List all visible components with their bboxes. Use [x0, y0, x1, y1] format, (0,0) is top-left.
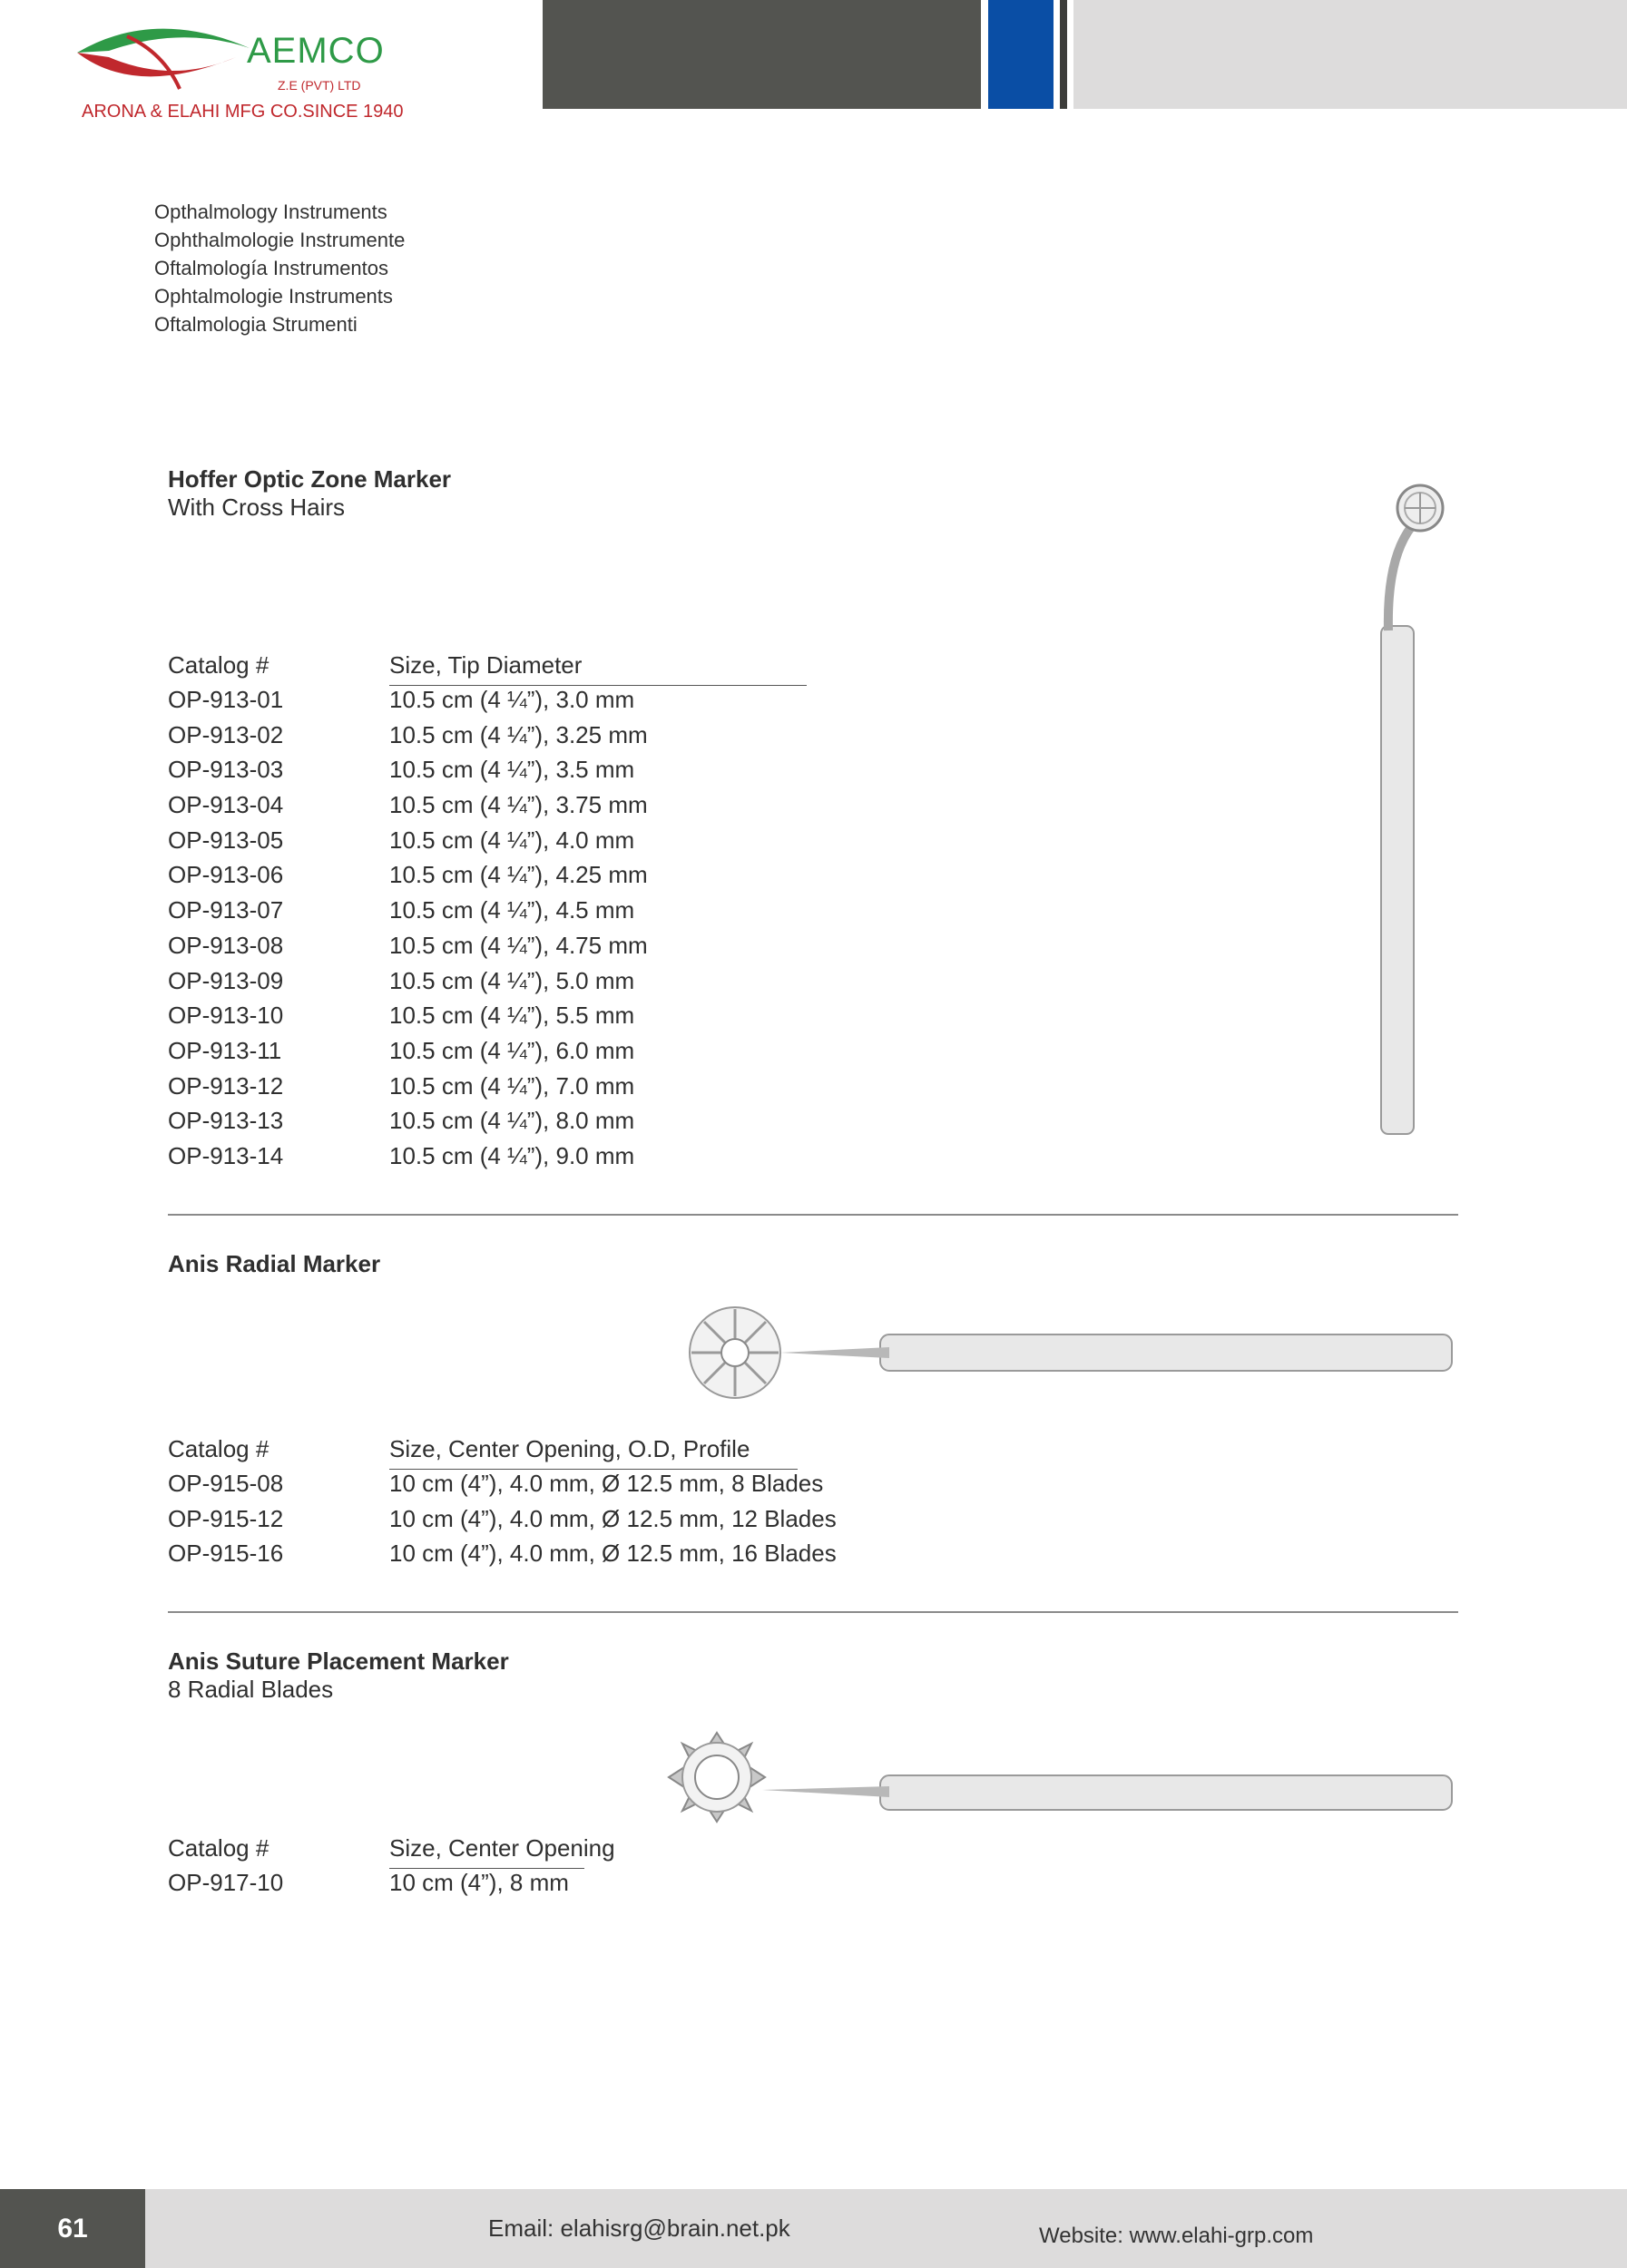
- catalog-number: OP-913-12: [168, 1071, 284, 1100]
- table-row: [168, 1072, 676, 1108]
- table-row: [168, 826, 676, 862]
- footer-website: Website: www.elahi-grp.com: [1039, 2224, 1314, 2248]
- leaf-logo-icon: [73, 16, 254, 98]
- optic-zone-marker-illustration: [1361, 481, 1461, 1143]
- catalog-number: OP-917-10: [168, 1869, 284, 1896]
- section-divider: [168, 1214, 1458, 1216]
- size-spec: 10.5 cm (4 ¼”), 4.75 mm: [389, 931, 648, 959]
- radial-marker-illustration: [681, 1302, 1456, 1411]
- catalog-number: OP-913-14: [168, 1141, 284, 1169]
- size-spec: 10.5 cm (4 ¼”), 5.5 mm: [389, 1002, 635, 1030]
- size-spec: 10.5 cm (4 ¼”), 9.0 mm: [389, 1141, 635, 1169]
- suture-marker-illustration: [667, 1728, 1456, 1828]
- col-size: Size, Center Opening: [389, 1834, 615, 1862]
- table-row: [168, 791, 676, 826]
- size-spec: 10.5 cm (4 ¼”), 5.0 mm: [389, 966, 635, 994]
- header-bar-light: [1073, 0, 1627, 109]
- catalog-number: OP-913-03: [168, 756, 284, 784]
- product-1-heading: [168, 465, 451, 522]
- table-row: [168, 1470, 824, 1505]
- table-row: [168, 1504, 837, 1540]
- product-2-heading: [168, 1250, 380, 1278]
- size-spec: 10 cm (4”), 4.0 mm, Ø 12.5 mm, 8 Blades: [389, 1470, 824, 1497]
- catalog-number: OP-913-11: [168, 1036, 282, 1064]
- size-spec: 10.5 cm (4 ¼”), 4.0 mm: [389, 826, 635, 854]
- col-size: Size, Center Opening, O.D, Profile: [389, 1435, 750, 1462]
- product-title: Anis Suture Placement Marker: [168, 1647, 509, 1675]
- catalog-number: OP-913-01: [168, 686, 284, 713]
- catalog-number: OP-915-12: [168, 1504, 284, 1532]
- col-catalog: Catalog #: [168, 1435, 270, 1462]
- category-it: Oftalmologia Strumenti: [154, 313, 358, 336]
- table-row: [168, 756, 676, 791]
- category-fr: Ophtalmologie Instruments: [154, 285, 393, 308]
- size-spec: 10.5 cm (4 ¼”), 7.0 mm: [389, 1071, 635, 1100]
- table-row: [168, 1037, 676, 1072]
- table-row: [168, 686, 676, 721]
- brand-subtitle: Z.E (PVT) LTD: [278, 78, 361, 93]
- table-row: [168, 967, 676, 1002]
- catalog-number: OP-913-08: [168, 931, 284, 959]
- table-row: [168, 721, 676, 757]
- size-spec: 10 cm (4”), 4.0 mm, Ø 12.5 mm, 12 Blades: [389, 1504, 837, 1532]
- product-title: Anis Radial Marker: [168, 1250, 381, 1277]
- header-bar-blue: [988, 0, 1054, 109]
- table-header: [168, 1435, 821, 1470]
- company-logo: [73, 16, 404, 125]
- size-spec: 10.5 cm (4 ¼”), 8.0 mm: [389, 1107, 635, 1135]
- product-3-table: [168, 1834, 676, 1904]
- table-header: [168, 651, 676, 686]
- catalog-number: OP-915-08: [168, 1470, 284, 1497]
- section-divider: [168, 1611, 1458, 1613]
- catalog-number: OP-913-06: [168, 861, 284, 889]
- catalog-number: OP-913-05: [168, 826, 284, 854]
- table-row: [168, 861, 676, 896]
- brand-tagline: ARONA & ELAHI MFG CO.SINCE 1940: [82, 102, 404, 122]
- product-title: Hoffer Optic Zone Marker: [168, 465, 452, 493]
- product-subtitle: With Cross Hairs: [168, 494, 346, 521]
- product-subtitle: 8 Radial Blades: [168, 1676, 334, 1703]
- size-spec: 10.5 cm (4 ¼”), 6.0 mm: [389, 1036, 635, 1064]
- brand-name: AEMCO: [247, 31, 385, 71]
- catalog-number: OP-913-09: [168, 966, 284, 994]
- category-en: Opthalmology Instruments: [154, 200, 387, 223]
- size-spec: 10.5 cm (4 ¼”), 3.75 mm: [389, 791, 648, 819]
- table-header: [168, 1834, 676, 1869]
- product-1-table: [168, 651, 676, 1178]
- size-spec: 10.5 cm (4 ¼”), 4.25 mm: [389, 861, 648, 889]
- col-catalog: Catalog #: [168, 1834, 270, 1862]
- table-row: [168, 896, 676, 932]
- size-spec: 10.5 cm (4 ¼”), 3.5 mm: [389, 756, 635, 784]
- catalog-number: OP-913-02: [168, 720, 284, 748]
- col-catalog: Catalog #: [168, 651, 270, 679]
- product-2-table: [168, 1435, 837, 1575]
- size-spec: 10.5 cm (4 ¼”), 3.25 mm: [389, 720, 648, 748]
- table-row: [168, 1540, 837, 1575]
- catalog-number: OP-913-04: [168, 791, 284, 819]
- product-3-heading: [168, 1647, 509, 1704]
- catalog-number: OP-913-10: [168, 1002, 284, 1030]
- footer-bar: [145, 2189, 1627, 2268]
- table-row: [168, 1869, 676, 1904]
- footer-email: Email: elahisrg@brain.net.pk: [488, 2214, 790, 2242]
- category-de: Ophthalmologie Instrumente: [154, 229, 406, 251]
- header-bar-dark: [543, 0, 981, 109]
- size-spec: 10.5 cm (4 ¼”), 3.0 mm: [389, 686, 635, 713]
- size-spec: 10 cm (4”), 4.0 mm, Ø 12.5 mm, 16 Blades: [389, 1540, 837, 1568]
- catalog-number: OP-915-16: [168, 1540, 284, 1568]
- catalog-number: OP-913-07: [168, 896, 284, 924]
- category-es: Oftalmología Instrumentos: [154, 257, 389, 279]
- header-bar-slim: [1060, 0, 1067, 109]
- catalog-number: OP-913-13: [168, 1107, 284, 1135]
- col-size: Size, Tip Diameter: [389, 651, 583, 679]
- size-spec: 10 cm (4”), 8 mm: [389, 1869, 569, 1896]
- size-spec: 10.5 cm (4 ¼”), 4.5 mm: [389, 896, 635, 924]
- category-list: [154, 198, 405, 338]
- table-row: [168, 1142, 676, 1178]
- table-row: [168, 1002, 676, 1037]
- table-row: [168, 1107, 676, 1142]
- table-row: [168, 932, 676, 967]
- page-number: 61: [0, 2189, 145, 2268]
